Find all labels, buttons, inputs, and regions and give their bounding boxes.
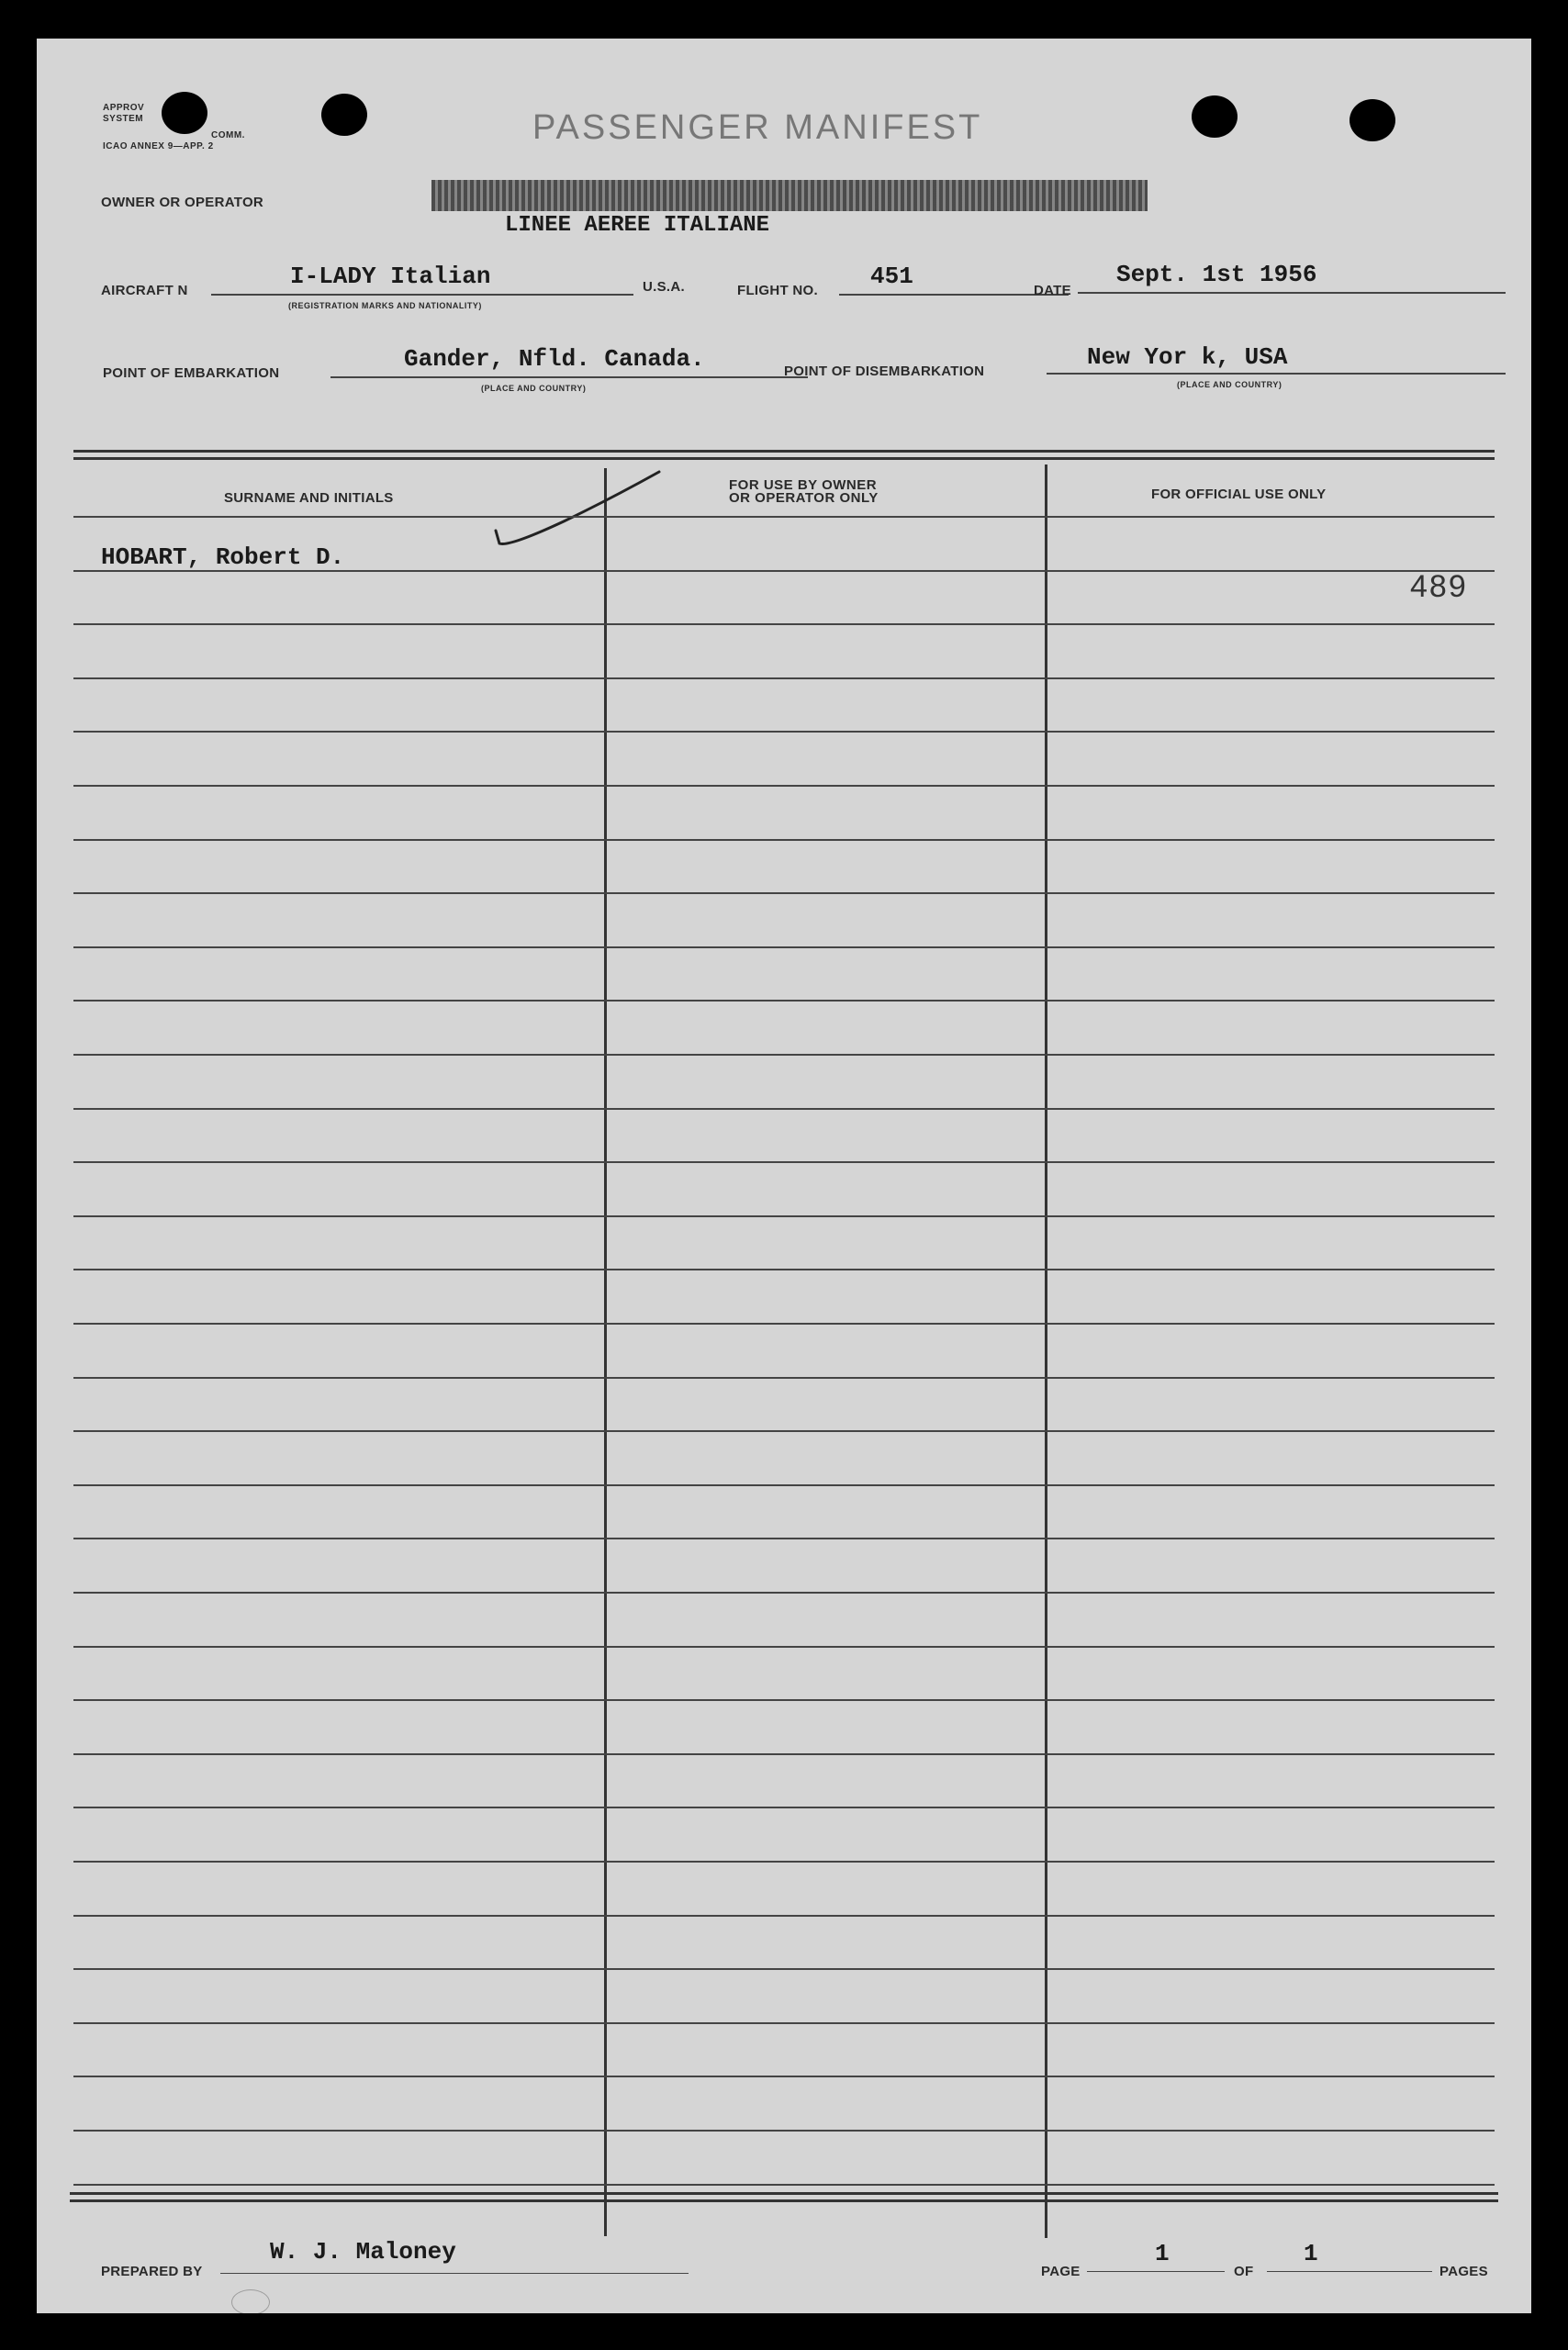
aircraft-rule [211, 294, 633, 296]
table-row-line [73, 2184, 1495, 2186]
page-rule [1087, 2271, 1225, 2272]
embark-sub: (PLACE AND COUNTRY) [481, 384, 587, 393]
passenger-name: HOBART, Robert D. [101, 543, 345, 571]
table-row-line [73, 1861, 1495, 1863]
col-divider-1 [604, 468, 607, 2236]
table-row-line [73, 1323, 1495, 1325]
usa-label: U.S.A. [643, 279, 685, 295]
prepared-rule [220, 2273, 689, 2274]
manifest-sheet [37, 39, 1531, 2313]
prepared-value: W. J. Maloney [270, 2238, 456, 2266]
table-row-line [73, 1592, 1495, 1594]
table-row-line [73, 1915, 1495, 1917]
aircraft-value: I-LADY Italian [290, 263, 491, 290]
col-owner-header-2: OR OPERATOR ONLY [729, 490, 879, 506]
embark-rule [330, 376, 808, 378]
table-row-line [73, 516, 1495, 518]
of-label: OF [1234, 2264, 1254, 2279]
table-row-line [73, 2022, 1495, 2024]
table-row-line [73, 623, 1495, 625]
table-row-line [73, 946, 1495, 948]
aircraft-label: AIRCRAFT N [101, 283, 188, 298]
col-official-header: FOR OFFICIAL USE ONLY [1151, 487, 1327, 502]
punch-hole-3 [1192, 95, 1238, 138]
table-row-line [73, 1430, 1495, 1432]
disembark-rule [1047, 373, 1506, 375]
aircraft-sub: (REGISTRATION MARKS AND NATIONALITY) [288, 301, 482, 310]
date-label: DATE [1034, 283, 1071, 298]
table-row-line [73, 785, 1495, 787]
table-top-rule-2 [73, 457, 1495, 460]
table-row-line [73, 1699, 1495, 1701]
date-rule [1078, 292, 1506, 294]
of-rule [1267, 2271, 1432, 2272]
disembark-sub: (PLACE AND COUNTRY) [1177, 380, 1282, 389]
punch-hole-2 [321, 94, 367, 136]
table-row-line [73, 1054, 1495, 1056]
punch-hole-1 [162, 92, 207, 134]
col-owner-header-1: FOR USE BY OWNER [729, 477, 878, 493]
table-row-line [73, 1215, 1495, 1217]
approval-line-3: COMM. [211, 130, 245, 140]
prepared-label: PREPARED BY [101, 2264, 203, 2279]
check-mark-icon [454, 468, 674, 569]
table-row-line [73, 1000, 1495, 1002]
approval-line-1: APPROV [103, 103, 145, 113]
punch-hole-4 [1350, 99, 1395, 141]
table-row-line [73, 1269, 1495, 1270]
table-row-line [73, 892, 1495, 894]
table-row-line [73, 2130, 1495, 2132]
approval-line-2: SYSTEM [103, 114, 144, 124]
table-row-line [73, 1753, 1495, 1755]
small-stamp [231, 2289, 270, 2313]
of-value: 1 [1304, 2240, 1318, 2267]
disembark-value: New Yor k, USA [1087, 343, 1288, 371]
date-value: Sept. 1st 1956 [1116, 261, 1317, 288]
table-row-line [73, 731, 1495, 733]
page-value: 1 [1155, 2240, 1170, 2267]
disembark-label: POINT OF DISEMBARKATION [784, 364, 985, 379]
approval-line-4: ICAO ANNEX 9—APP. 2 [103, 141, 214, 151]
owner-label: OWNER OR OPERATOR [101, 195, 264, 210]
embark-label: POINT OF EMBARKATION [103, 365, 280, 381]
table-row-line [73, 1968, 1495, 1970]
owner-value: LINEE AEREE ITALIANE [505, 213, 770, 238]
redaction-strike [431, 180, 1148, 211]
col-surname-header: SURNAME AND INITIALS [224, 490, 394, 506]
page-label: PAGE [1041, 2264, 1081, 2279]
table-bottom-rule [70, 2192, 1498, 2195]
table-row-line [73, 1807, 1495, 1808]
official-number: 489 [1410, 569, 1468, 604]
flight-value: 451 [870, 263, 913, 290]
flight-label: FLIGHT NO. [737, 283, 818, 298]
pages-label: PAGES [1439, 2264, 1488, 2279]
table-row-line [73, 1484, 1495, 1486]
form-title: PASSENGER MANIFEST [532, 108, 983, 147]
embark-value: Gander, Nfld. Canada. [404, 345, 705, 373]
table-row-line [73, 1538, 1495, 1539]
table-row-line [73, 839, 1495, 841]
table-bottom-rule-2 [70, 2199, 1498, 2202]
table-row-line [73, 1646, 1495, 1648]
table-row-line [73, 1377, 1495, 1379]
table-row-line [73, 1108, 1495, 1110]
table-row-line [73, 2076, 1495, 2077]
table-row-line [73, 677, 1495, 679]
table-top-rule [73, 450, 1495, 453]
table-row-line [73, 1161, 1495, 1163]
